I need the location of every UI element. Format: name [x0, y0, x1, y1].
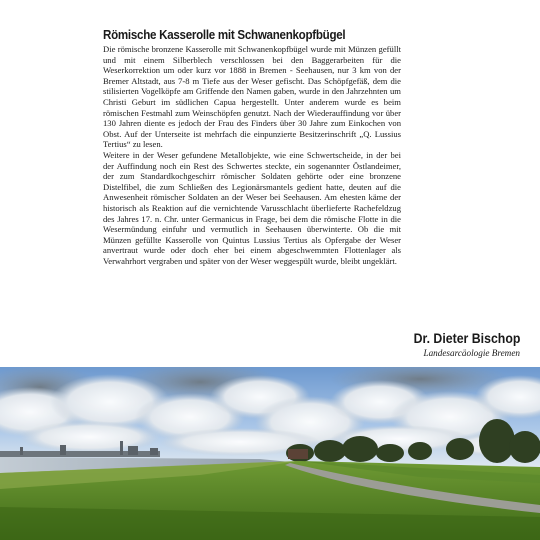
- landscape-photo-icon: [0, 367, 540, 540]
- weser-landscape-photo: [0, 367, 540, 540]
- author-name: Dr. Dieter Bischop: [413, 330, 520, 346]
- article-paragraph: Weitere in der Weser gefundene Metallobjekte, wie eine Schwertscheide, in der bei der Auffindung noch ein Rest des Schwertes steckte, ein sogenannter Östlandeimer, der zum Standardkochgeschirr römischer Soldaten gehörte oder eine bronzene Distelfibel, die zum Schließen des Legionärsmantels gedient hatte, deuten auf die Anwesenheit römischer Soldaten an der Weser bei Seehausen. Am ehesten käme der historisch als Reaktion auf die vernichtende Varusschlacht überlieferte Rachefeldzug des Jahres 17. n. Chr. unter Germanicus in Frage, bei dem die römische Flotte in die Wesermündung einfuhr und vermutlich in Seehausen überwinterte. Ob die mit Münzen gefüllte Kasserolle von Quintus Lussius Tertius als Opfergabe der Weser anvertraut wurde oder doch eher bei einem abgeschwemmten Flottenlager als Verwahrhort vergraben und später von der Weser weggespült wurde, bleibt ungeklärt.: [103, 149, 401, 266]
- article-title: Römische Kasserolle mit Schwanenkopfbügel: [103, 28, 346, 42]
- author-affiliation: Landesarcäologie Bremen: [423, 348, 520, 358]
- author-block: [399, 330, 520, 359]
- article: [103, 28, 401, 266]
- article-paragraph: Die römische bronzene Kasserolle mit Schwanenkopfbügel wurde mit Münzen gefüllt und mit einem Silberblech verschlossen bei den Baggerarbeiten für die Weserkorrektion um oder kurz vor 1888 in Bremen - Seehausen, nur 3 km von der Bremer Altstadt, aus 7-8 m Tiefe aus der Weser gefischt. Das Schöpfgefäß, dem die stilisierten Vogelköpfe am Griffende den Namen gaben, wurde in den Jahrzehnten um Christi Geburt im südlichen Capua hergestellt. Unter anderem wurde es beim römischen Festmahl zum Weinschöpfen genutzt. Nach der Wiederauffindung vor über 130 Jahren diente es jedoch der Frau des Finders über 30 Jahre zum Einkochen von Obst. Auf der Unterseite ist mehrfach die einpunzierte Besitzerinschrift „Q. Lussius Tertius“ zu lesen.: [103, 44, 401, 150]
